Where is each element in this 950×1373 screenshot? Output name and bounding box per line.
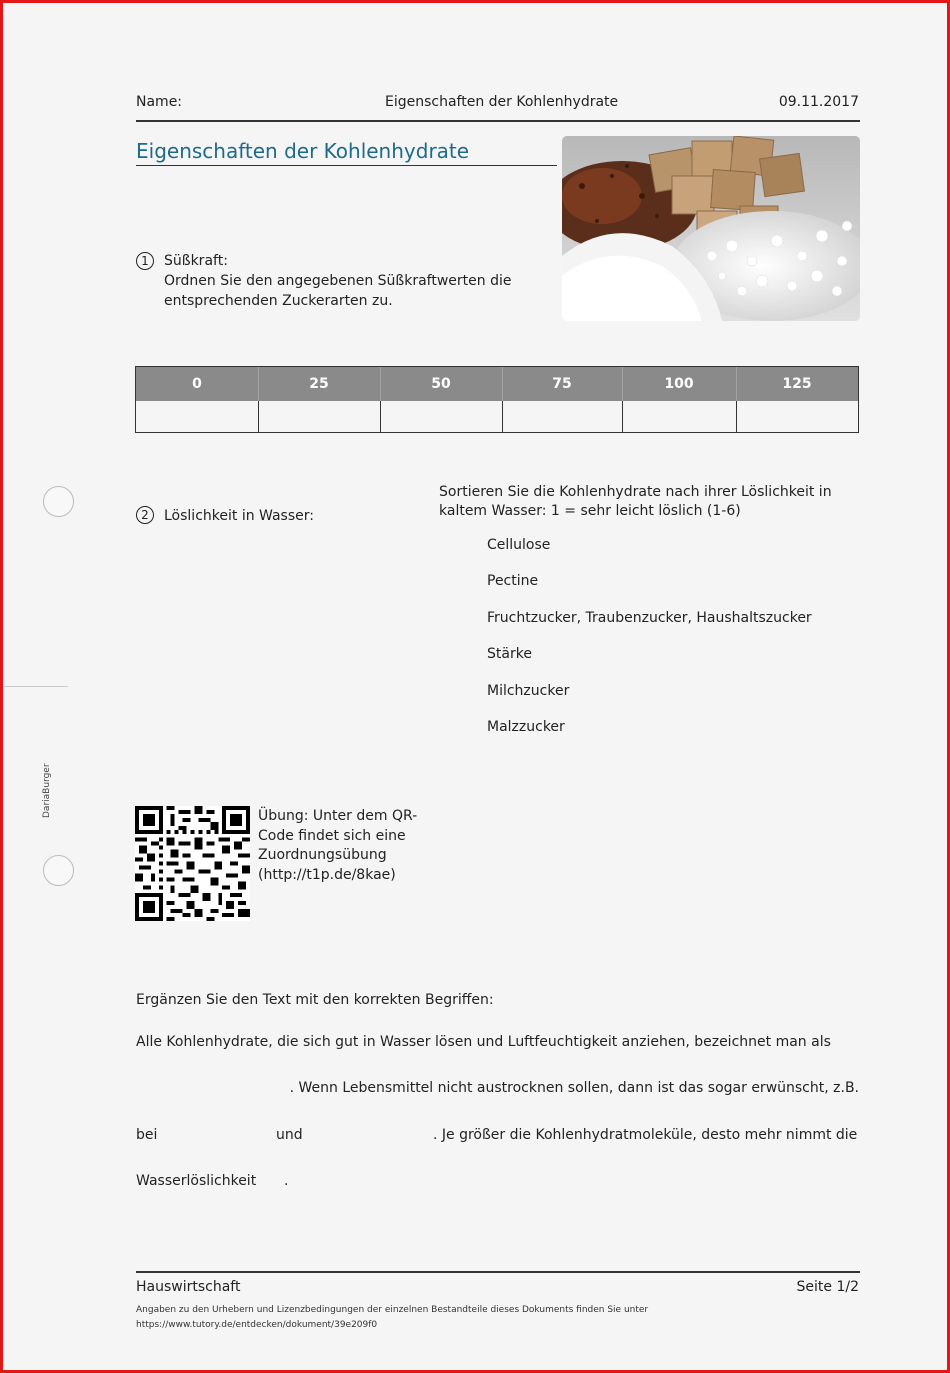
sugar-photo [562,136,860,321]
header-divider [136,120,860,122]
cloze-text: . Je größer die Kohlenhydratmoleküle, desto mehr nimmt die [433,1127,858,1143]
sweetness-table [135,366,859,433]
cloze-text: . Wenn Lebensmittel nicht austrocknen sollen, dann ist das sogar erwünscht, z.B. [289,1080,859,1096]
task-2-instruction: kaltem Wasser: 1 = sehr leicht löslich (1-6) [439,503,741,519]
footer-page-number: Seite 1/2 [796,1279,859,1295]
carbohydrate-item: Pectine [487,573,539,589]
carbohydrate-item: Fruchtzucker, Traubenzucker, Haushaltszucker [487,610,812,626]
task-2-instruction: Sortieren Sie die Kohlenhydrate nach ihrer Löslichkeit in [439,484,832,500]
table-cell-divider [258,401,259,432]
carbohydrate-item: Stärke [487,646,532,662]
punch-hole [43,486,74,517]
cloze-text: . [284,1173,289,1189]
table-header-cell: 0 [192,376,202,392]
cloze-instruction: Ergänzen Sie den Text mit den korrekten Begriffen: [136,992,494,1008]
task-1-text: entsprechenden Zuckerarten zu. [164,293,393,309]
cloze-text: bei [136,1127,158,1143]
header-title: Eigenschaften der Kohlenhydrate [385,94,619,110]
punch-hole [43,855,74,886]
qr-description: Zuordnungsübung [258,847,387,863]
table-header-row [136,367,858,401]
cloze-text: und [276,1127,303,1143]
table-header-cell: 100 [664,376,694,392]
task-2-number: 2 [136,506,154,524]
table-header-cell: 75 [552,376,572,392]
task-1-label: Süßkraft: [164,253,228,269]
qr-code[interactable] [135,806,250,921]
qr-description: (http://t1p.de/8kae) [258,867,396,883]
footer-license-note: Angaben zu den Urhebern und Lizenzbedingungen der einzelnen Bestandteile dieses Dokuments finden Sie unter [136,1305,649,1315]
qr-description: Code findet sich eine [258,828,406,844]
qr-description: Übung: Unter dem QR- [258,808,418,824]
carbohydrate-item: Cellulose [487,537,551,553]
cloze-text: Wasserlöslichkeit [136,1173,257,1189]
title-underline [136,165,557,166]
page-title: Eigenschaften der Kohlenhydrate [136,139,470,163]
table-header-cell: 125 [782,376,812,392]
task-1-number: 1 [136,252,154,270]
author-credit: DariaBurger [42,763,52,818]
table-header-cell: 25 [309,376,329,392]
table-header-cell: 50 [431,376,451,392]
carbohydrate-item: Malzzucker [487,719,565,735]
fold-mark [4,686,68,687]
header-name-label: Name: [136,94,183,110]
table-cell-divider [622,401,623,432]
cloze-text: Alle Kohlenhydrate, die sich gut in Wasser lösen und Luftfeuchtigkeit anziehen, bezeichnet man als [136,1034,831,1050]
table-cell-divider [380,401,381,432]
carbohydrate-item: Milchzucker [487,683,570,699]
header-date: 09.11.2017 [778,94,859,110]
table-cell-divider [736,401,737,432]
task-2-label: Löslichkeit in Wasser: [164,508,314,524]
footer-divider [136,1271,860,1273]
table-cell-divider [502,401,503,432]
footer-subject: Hauswirtschaft [136,1279,241,1295]
footer-license-link[interactable]: https://www.tutory.de/entdecken/dokument/39e209f0 [136,1320,378,1330]
task-1-text: Ordnen Sie den angegebenen Süßkraftwerten die [164,273,512,289]
